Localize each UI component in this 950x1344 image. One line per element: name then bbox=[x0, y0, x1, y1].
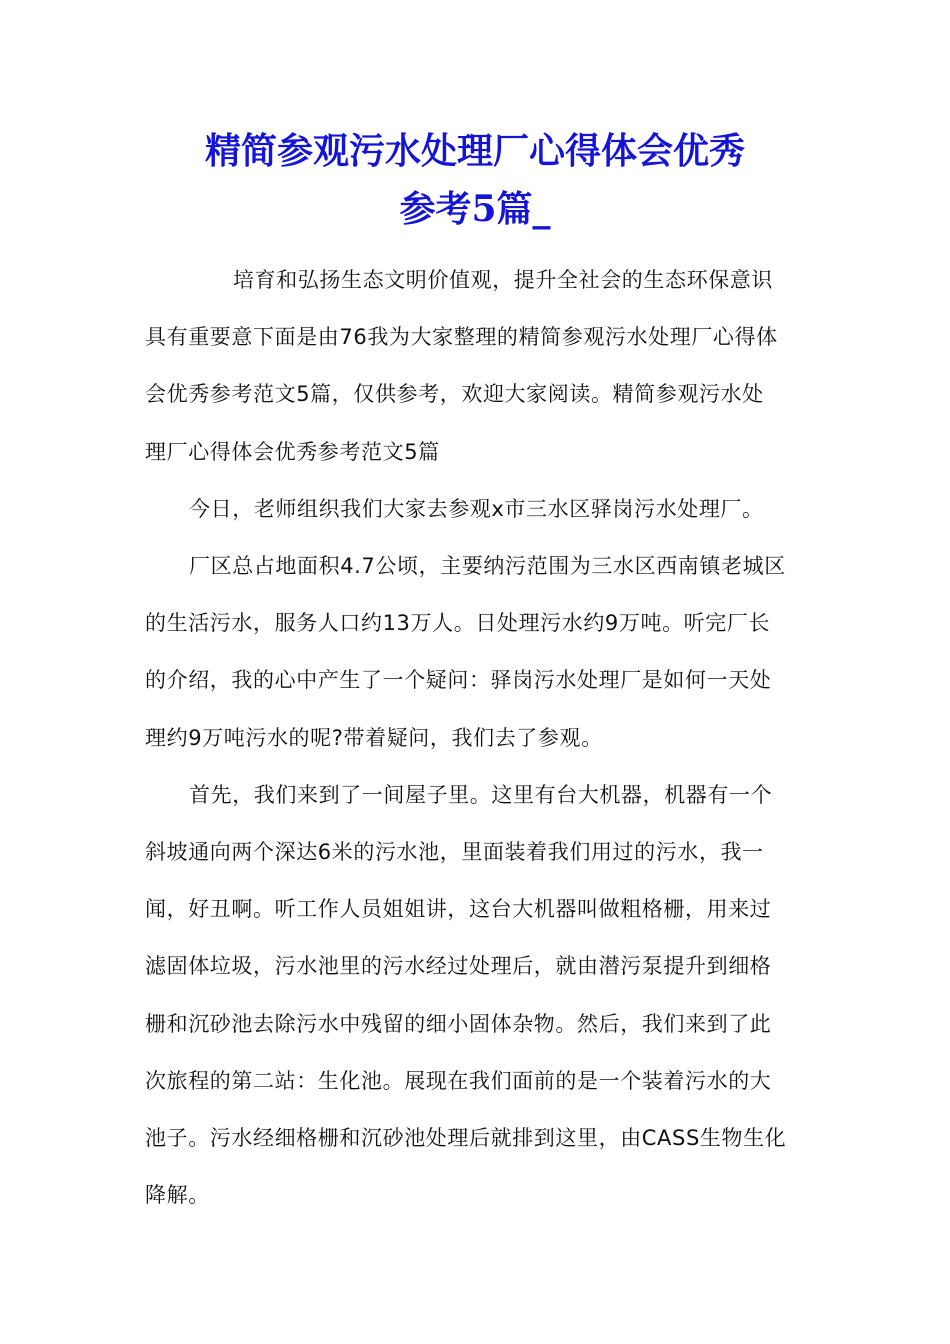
paragraph-plant-info bbox=[145, 538, 807, 767]
text-line: 会优秀参考范文5篇，仅供参考，欢迎大家阅读。精简参观污水处 bbox=[145, 382, 764, 407]
text-line: 的生活污水，服务人口约13万人。日处理污水约9万吨。听完厂长 bbox=[145, 611, 771, 636]
text-line: 斜坡通向两个深达6米的污水池，里面装着我们用过的污水，我一 bbox=[145, 840, 764, 865]
text-line: 栅和沉砂池去除污水中残留的细小固体杂物。然后，我们来到了此 bbox=[145, 1011, 772, 1036]
text-line: 具有重要意下面是由76我为大家整理的精简参观污水处理厂心得体 bbox=[145, 325, 778, 350]
text-line: 厂区总占地面积4.7公顷，主要纳污范围为三水区西南镇老城区 bbox=[189, 554, 786, 579]
paragraph-process bbox=[145, 767, 807, 1225]
title-line-2: 参考5篇_ bbox=[399, 188, 551, 230]
text-line: 降解。 bbox=[145, 1183, 210, 1208]
paragraph-intro bbox=[145, 252, 807, 481]
text-line: 理厂心得体会优秀参考范文5篇 bbox=[145, 439, 440, 464]
text-line: 池子。污水经细格栅和沉砂池处理后就排到这里，由CASS生物生化 bbox=[145, 1126, 787, 1151]
text-line: 滤固体垃圾，污水池里的污水经过处理后，就由潜污泵提升到细格 bbox=[145, 954, 772, 979]
text-line: 首先，我们来到了一间屋子里。这里有台大机器，机器有一个 bbox=[189, 782, 773, 807]
title-line-1: 精简参观污水处理厂心得体会优秀 bbox=[204, 130, 745, 172]
text-line: 理约9万吨污水的呢?带着疑问，我们去了参观。 bbox=[145, 725, 603, 750]
text-line: 的介绍，我的心中产生了一个疑问：驿岗污水处理厂是如何一天处 bbox=[145, 668, 772, 693]
document-title bbox=[120, 122, 830, 238]
document-body bbox=[145, 252, 807, 1224]
text-line: 今日，老师组织我们大家去参观x市三水区驿岗污水处理厂。 bbox=[189, 496, 764, 521]
text-line: 闻，好丑啊。听工作人员姐姐讲，这台大机器叫做粗格栅，用来过 bbox=[145, 897, 772, 922]
text-line: 次旅程的第二站：生化池。展现在我们面前的是一个装着污水的大 bbox=[145, 1068, 772, 1093]
paragraph-visit bbox=[145, 481, 807, 538]
text-line: 培育和弘扬生态文明价值观，提升全社会的生态环保意识 bbox=[233, 268, 773, 292]
